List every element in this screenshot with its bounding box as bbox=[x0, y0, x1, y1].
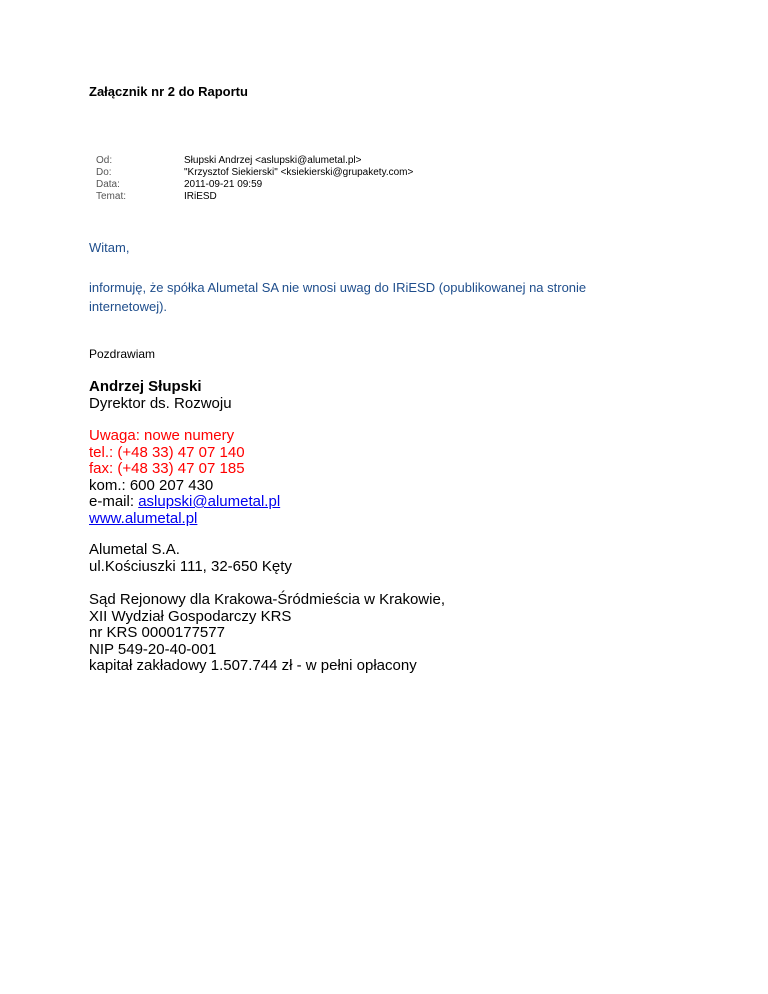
signature-name-block bbox=[89, 379, 232, 412]
email-link[interactable]: aslupski@alumetal.pl bbox=[138, 493, 281, 510]
email-header bbox=[96, 155, 413, 203]
subject-label: Temat: bbox=[96, 191, 127, 202]
new-numbers-notice: Uwaga: nowe numery bbox=[89, 427, 235, 444]
page-title: Załącznik nr 2 do Raportu bbox=[89, 84, 248, 99]
email-header-row-date bbox=[96, 179, 413, 191]
company-address: ul.Kościuszki 111, 32-650 Kęty bbox=[89, 557, 292, 575]
signature-contact-block bbox=[89, 428, 280, 527]
message-body: informuję, że spółka Alumetal SA nie wnosi uwag do IRiESD (opublikowanej na stronie internetowej). bbox=[89, 280, 587, 314]
court-division: XII Wydział Gospodarczy KRS bbox=[89, 607, 292, 625]
company-name: Alumetal S.A. bbox=[89, 541, 180, 558]
message-greeting: Witam, bbox=[89, 240, 130, 255]
subject-value: IRiESD bbox=[184, 191, 217, 202]
registration-block bbox=[89, 592, 445, 675]
to-label: Do: bbox=[96, 167, 112, 178]
company-block bbox=[89, 542, 292, 575]
email-header-row-from bbox=[96, 155, 413, 167]
email-header-row-subject bbox=[96, 191, 413, 203]
mobile-number: kom.: 600 207 430 bbox=[89, 476, 214, 494]
email-label: e-mail: bbox=[89, 493, 139, 510]
email-line bbox=[89, 494, 280, 511]
date-value: 2011-09-21 09:59 bbox=[184, 179, 263, 190]
court-name: Sąd Rejonowy dla Krakowa-Śródmieścia w Krakowie, bbox=[89, 591, 445, 608]
signature-name: Andrzej Słupski bbox=[89, 378, 202, 395]
email-header-row-to bbox=[96, 167, 413, 179]
to-value: "Krzysztof Siekierski" <ksiekierski@grupakety.com> bbox=[184, 167, 414, 178]
signature-position: Dyrektor ds. Rozwoju bbox=[89, 394, 232, 412]
krs-number: nr KRS 0000177577 bbox=[89, 624, 225, 641]
nip-number: NIP 549-20-40-001 bbox=[89, 640, 217, 658]
share-capital: kapitał zakładowy 1.507.744 zł - w pełni opłacony bbox=[89, 657, 417, 674]
message-closing: Pozdrawiam bbox=[89, 347, 156, 361]
from-value: Słupski Andrzej <aslupski@alumetal.pl> bbox=[184, 155, 362, 166]
fax-number: fax: (+48 33) 47 07 185 bbox=[89, 460, 245, 477]
from-label: Od: bbox=[96, 155, 113, 166]
date-label: Data: bbox=[96, 179, 120, 190]
website-link[interactable]: www.alumetal.pl bbox=[89, 509, 198, 527]
phone-number: tel.: (+48 33) 47 07 140 bbox=[89, 443, 245, 461]
